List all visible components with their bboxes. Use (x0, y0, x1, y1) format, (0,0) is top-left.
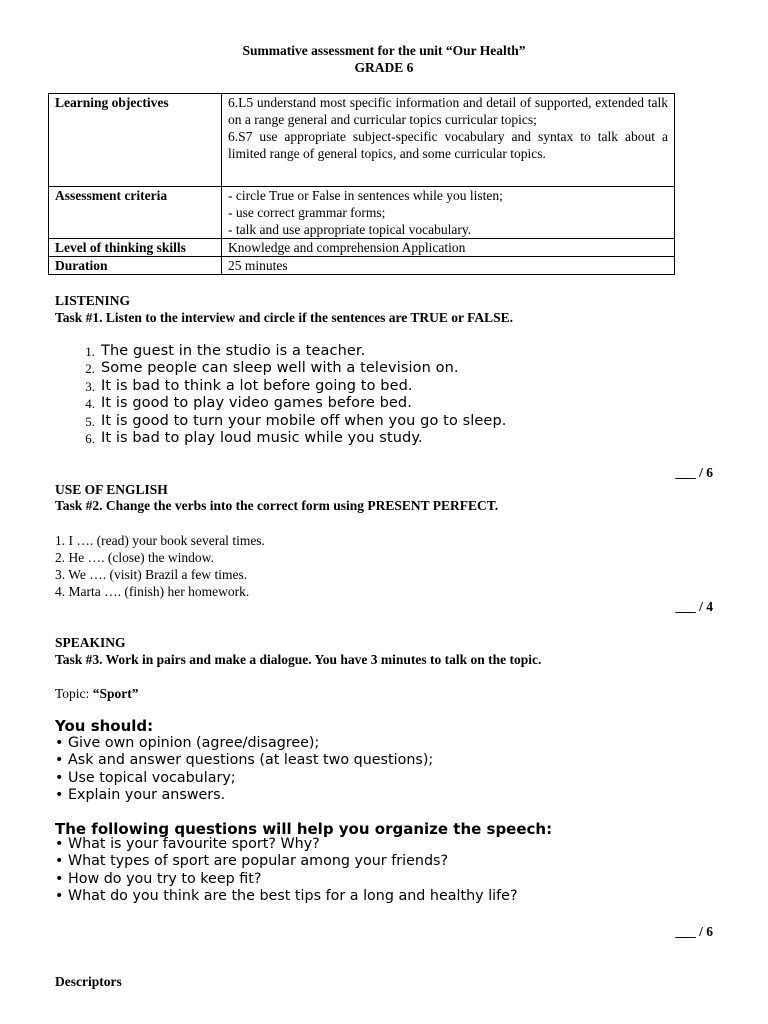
table-row (49, 239, 675, 257)
list-item: • Give own opinion (agree/disagree); (55, 735, 320, 751)
list-item: • Ask and answer questions (at least two questions); (55, 752, 434, 769)
row-value: 25 minutes (222, 257, 675, 275)
row-label: Level of thinking skills (49, 239, 222, 257)
grammar-list (55, 532, 265, 600)
list-item: • What types of sport are popular among your friends? (55, 853, 449, 870)
item-text: The guest in the studio is a teacher. (101, 343, 366, 359)
item-text: It is bad to think a lot before going to bed. (101, 377, 413, 394)
topic-value: “Sport” (92, 686, 139, 701)
row-value (222, 94, 675, 187)
grammar-score: ___ / 4 (675, 599, 713, 614)
table-row (49, 187, 675, 239)
item-text: Some people can sleep well with a television on. (101, 360, 459, 377)
list-item: • What is your favourite sport? Why? (55, 836, 320, 852)
item-number: 2. (85, 361, 95, 377)
descriptors-heading: Descriptors (55, 974, 122, 989)
item-number: 6. (85, 431, 95, 447)
list-item: 4. Marta …. (finish) her homework. (55, 584, 250, 599)
list-item: 3. We …. (visit) Brazil a few times. (55, 567, 248, 582)
list-item: • Explain your answers. (55, 787, 226, 804)
list-item (72, 360, 506, 377)
list-item: • Use topical vocabulary; (55, 769, 236, 786)
item-text: It is bad to play loud music while you study. (101, 430, 423, 447)
row-label: Duration (49, 257, 222, 275)
row-label: Learning objectives (49, 94, 222, 187)
listening-heading: LISTENING (55, 293, 131, 308)
list-item (72, 395, 506, 412)
questions-list (55, 836, 518, 906)
criteria-line: - talk and use appropriate topical vocabulary. (228, 222, 472, 237)
list-item (72, 413, 506, 430)
table-row (49, 94, 675, 187)
item-number: 4. (85, 396, 95, 412)
row-value (222, 187, 675, 239)
topic-label: Topic: (55, 686, 93, 701)
speaking-task: Task #3. Work in pairs and make a dialogue. You have 3 minutes to talk on the topic. (55, 652, 542, 667)
list-item (72, 343, 506, 360)
listening-task: Task #1. Listen to the interview and circle if the sentences are TRUE or FALSE. (55, 310, 513, 325)
item-number: 5. (85, 413, 95, 429)
listening-list (72, 343, 506, 447)
item-text: It is good to play video games before bed. (101, 395, 412, 412)
objectives-table (48, 93, 675, 275)
item-number: 3. (85, 378, 95, 394)
questions-heading: The following questions will help you organize the speech: (55, 820, 553, 838)
item-text: It is good to turn your mobile off when you go to sleep. (101, 412, 507, 429)
listening-score: ___ / 6 (675, 465, 713, 480)
item-number: 1. (85, 344, 95, 359)
row-label: Assessment criteria (49, 187, 222, 239)
grade-label: GRADE 6 (354, 60, 414, 75)
list-item: • What do you think are the best tips for a long and healthy life? (55, 888, 518, 905)
list-item (72, 378, 506, 395)
should-heading: You should: (55, 717, 154, 735)
speaking-score: ___ / 6 (675, 924, 713, 939)
use-of-english-heading: USE OF ENGLISH (55, 482, 168, 497)
list-item: 2. He …. (close) the window. (55, 550, 214, 565)
speaking-heading: SPEAKING (55, 635, 126, 650)
list-item: 1. I …. (read) your book several times. (55, 533, 265, 548)
use-of-english-task: Task #2. Change the verbs into the correct form using PRESENT PERFECT. (55, 498, 499, 513)
list-item (72, 430, 506, 447)
list-item: • How do you try to keep fit? (55, 870, 262, 887)
objective-line: 6.L5 understand most specific information and detail of supported, extended talk on a range general and curricular topics curricular topics; (228, 95, 668, 127)
row-value: Knowledge and comprehension Application (222, 239, 675, 257)
criteria-line: - use correct grammar forms; (228, 205, 386, 220)
table-row (49, 257, 675, 275)
topic-line (55, 686, 138, 702)
criteria-line: - circle True or False in sentences while you listen; (228, 188, 503, 203)
document-title: Summative assessment for the unit “Our Health” (242, 43, 526, 58)
should-list (55, 735, 433, 805)
objective-line: 6.S7 use appropriate subject-specific vocabulary and syntax to talk about a limited range of general topics, and some curricular topics. (228, 129, 668, 161)
